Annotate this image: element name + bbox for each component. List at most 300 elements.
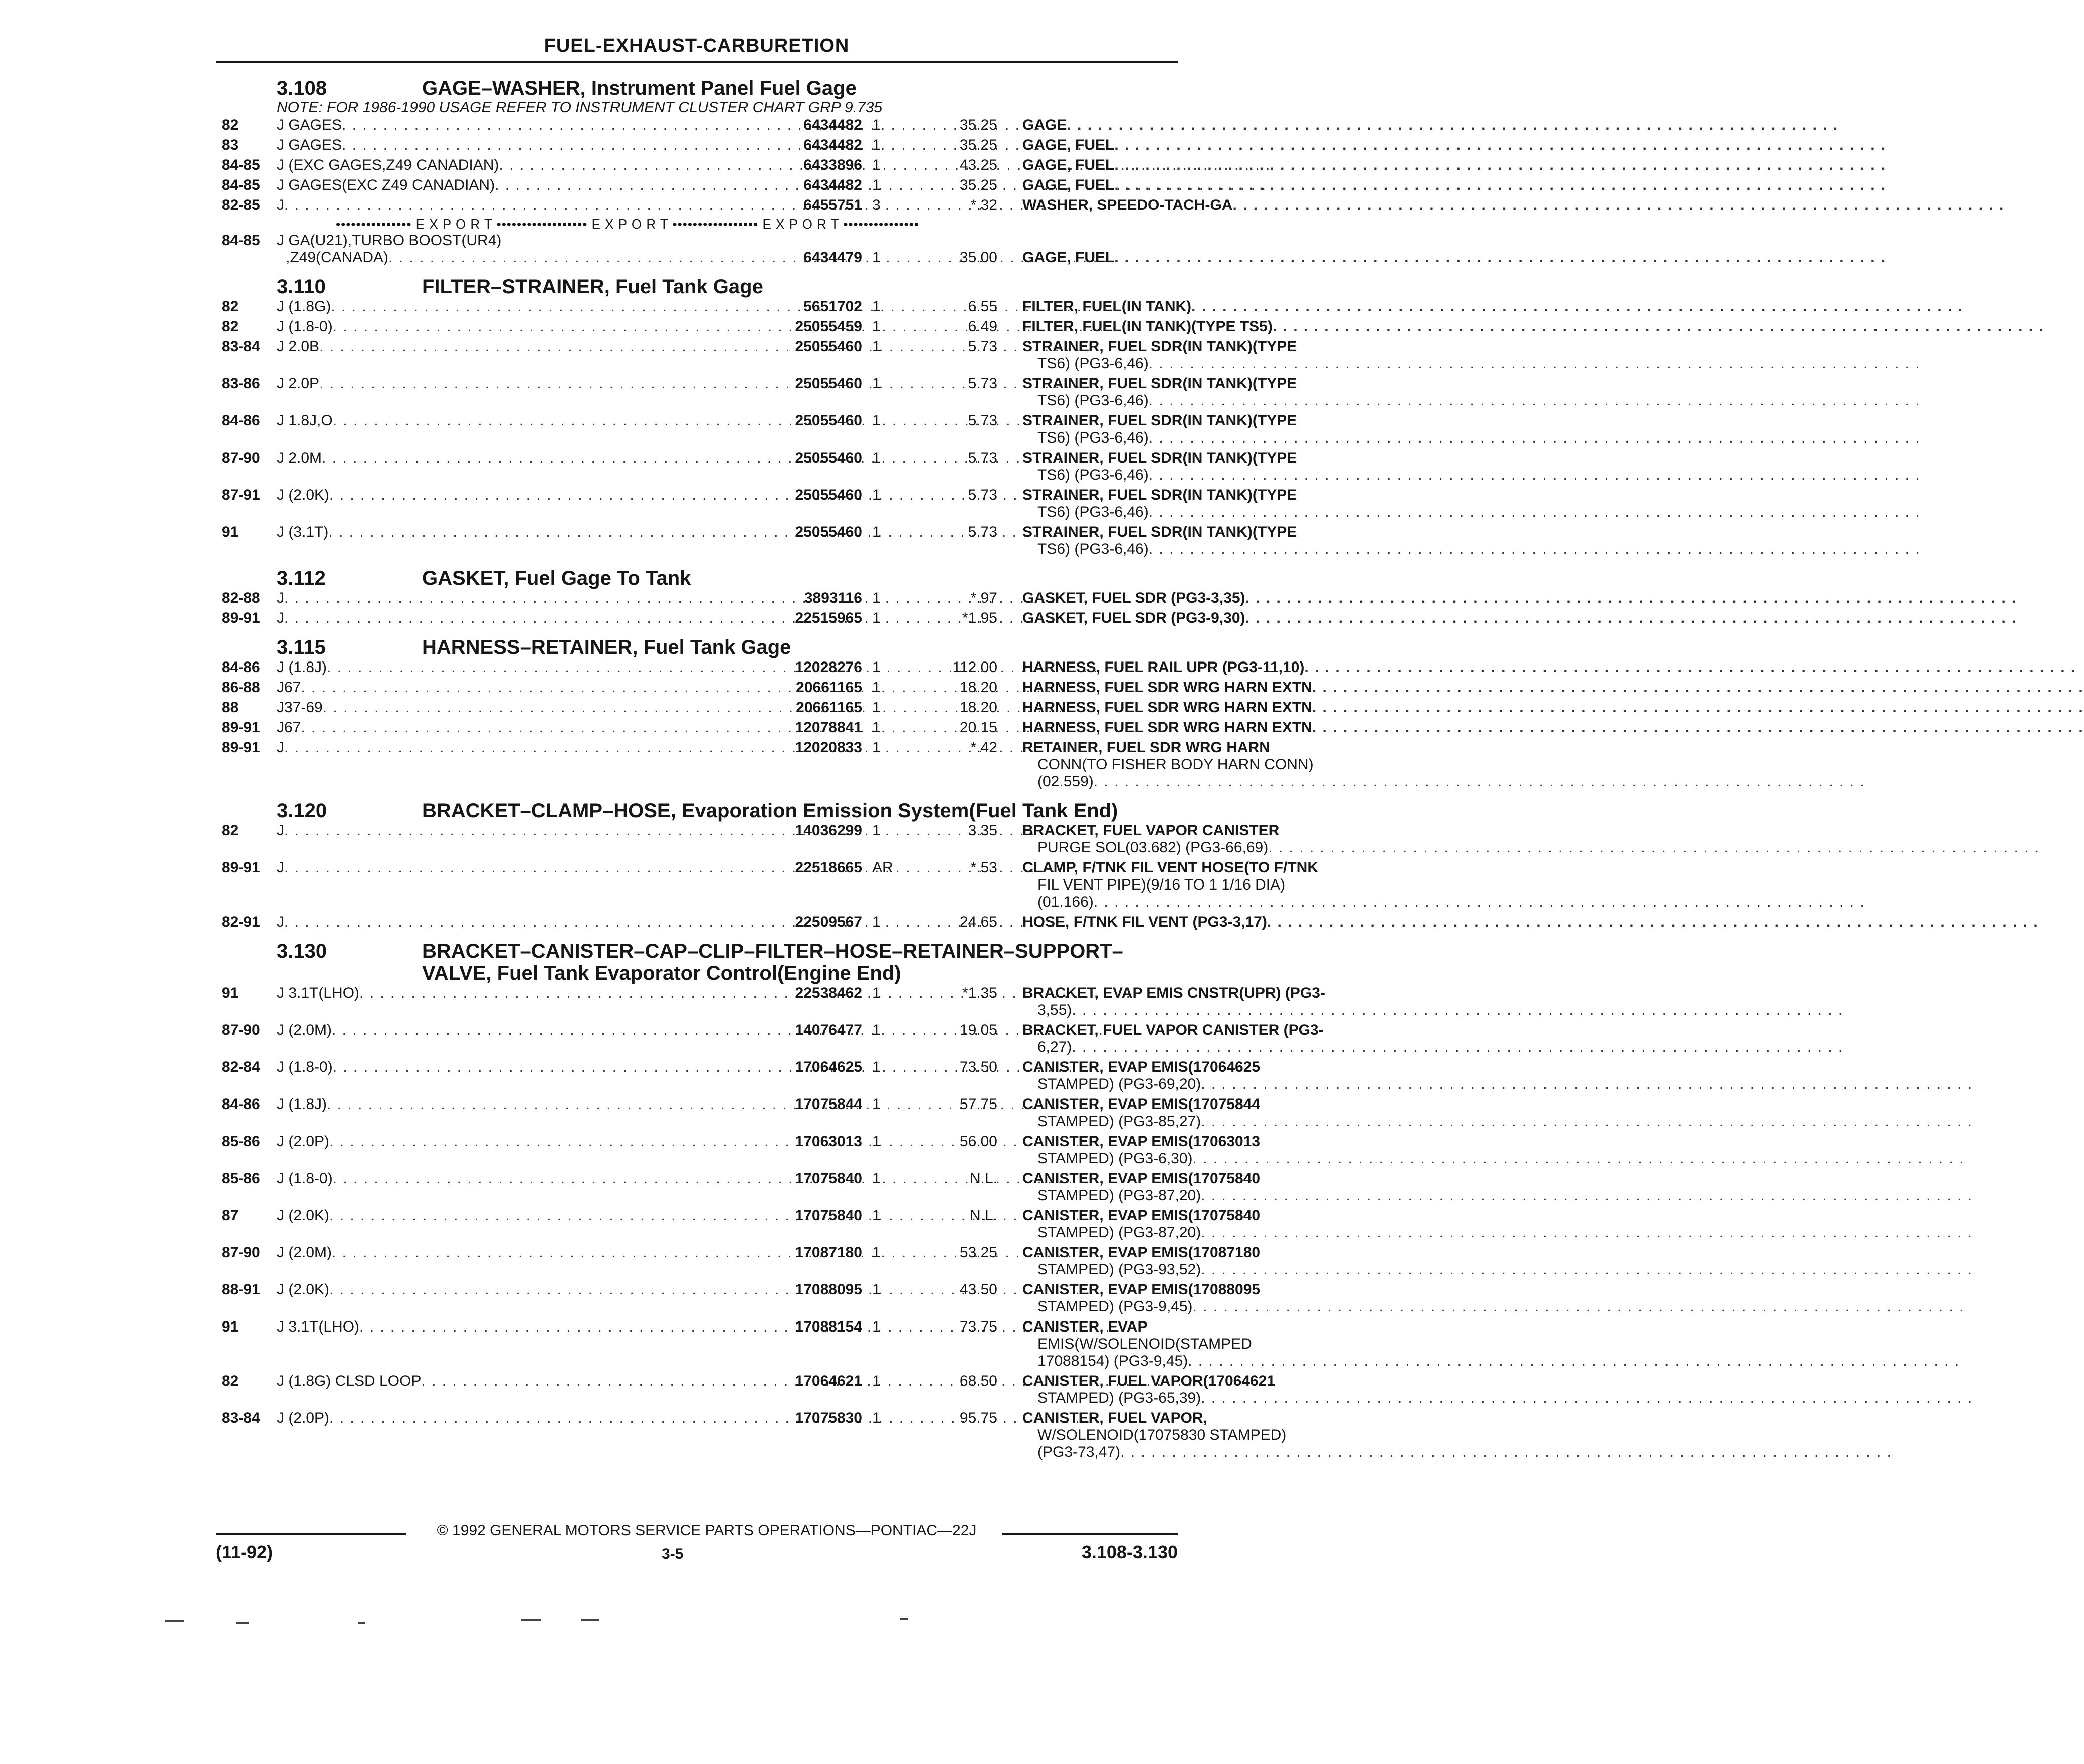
model-year: 87-90 <box>222 450 260 466</box>
application <box>277 1095 763 1114</box>
description-text: GAGE, FUEL <box>1022 157 1115 173</box>
description-continued <box>1037 893 1383 911</box>
dot-leader <box>1193 1150 1965 1168</box>
description-text: HARNESS, FUEL SDR WRG HARN EXTN <box>1022 719 1312 736</box>
description-text: W/SOLENOID(17075830 STAMPED) <box>1037 1427 1287 1443</box>
description-continued <box>1037 1261 1383 1279</box>
part-number: 6455751 <box>803 197 862 213</box>
description-text: STRAINER, FUEL SDR(IN TANK)(TYPE <box>1022 375 1297 392</box>
header-rule <box>216 61 1178 63</box>
quantity: 1 <box>872 412 881 429</box>
parts-row <box>216 658 1305 679</box>
part-number: 25055460 <box>795 450 862 466</box>
dot-leader <box>1273 318 2044 336</box>
price: 18.20 <box>959 699 997 716</box>
footer-date: (11-92) <box>216 1541 273 1562</box>
parts-row <box>216 984 1325 1021</box>
description-text: (02.559) <box>1037 773 1094 790</box>
price: *.97 <box>970 590 997 606</box>
part-number: 22538462 <box>795 985 862 1001</box>
model-year: 89-91 <box>222 610 260 626</box>
part-number: 25055460 <box>795 375 862 392</box>
description-text: STRAINER, FUEL SDR(IN TANK)(TYPE <box>1022 412 1297 429</box>
parts-row <box>216 1207 1261 1244</box>
part-number: 17088154 <box>795 1318 862 1335</box>
quantity: 1 <box>872 822 881 839</box>
description-text: CANISTER, FUEL VAPOR(17064621 <box>1022 1373 1276 1389</box>
description-text: 6,27) <box>1037 1039 1072 1055</box>
dot-leader <box>1149 429 1921 447</box>
section-title: GASKET, Fuel Gage To Tank <box>422 567 691 589</box>
description <box>1022 589 1383 607</box>
dot-leader <box>1114 249 1886 267</box>
parts-row <box>216 412 1297 449</box>
quantity: 1 <box>872 117 881 133</box>
application-text: J (2.0M) <box>277 1244 332 1261</box>
description <box>1022 1021 1383 1039</box>
section-heading <box>216 276 1178 298</box>
description <box>1022 375 1383 393</box>
application-text: J GAGES(EXC Z49 CANADIAN) <box>277 177 495 193</box>
description-text: TS6) (PG3-6,46) <box>1037 541 1149 557</box>
description-text: (PG3-73,47) <box>1037 1444 1121 1460</box>
description-continued <box>1037 503 1383 521</box>
description <box>1022 658 1383 677</box>
model-year: 91 <box>222 524 239 540</box>
price: 18.20 <box>959 679 997 696</box>
description-continued <box>1037 429 1383 447</box>
description-continued <box>1037 1113 1383 1131</box>
application <box>277 136 763 154</box>
price: 53.25 <box>959 1244 997 1261</box>
application-text: J (2.0K) <box>277 1207 330 1224</box>
quantity: 3 <box>872 197 881 213</box>
dot-leader <box>1114 176 1886 194</box>
price: 5.73 <box>968 487 997 503</box>
section-heading <box>216 940 1178 984</box>
quantity: 1 <box>872 699 881 716</box>
description-continued <box>1037 355 1383 373</box>
application-text: J 2.0P <box>277 375 320 392</box>
part-number: 17064625 <box>795 1059 862 1075</box>
quantity: 1 <box>872 679 881 696</box>
quantity: 1 <box>872 338 881 355</box>
price: 56.00 <box>959 1133 997 1150</box>
description-continued <box>1037 1001 1383 1019</box>
section-heading <box>216 567 1178 589</box>
description <box>1022 1095 1383 1114</box>
description-text: (01.166) <box>1037 894 1094 910</box>
description-text: CANISTER, EVAP <box>1022 1318 1148 1335</box>
dot-leader <box>1149 355 1921 373</box>
application <box>277 913 763 931</box>
price: N.L. <box>969 1207 997 1224</box>
application <box>277 1021 763 1039</box>
application <box>277 699 763 717</box>
description-continued <box>1037 1443 1383 1461</box>
description-text: STAMPED) (PG3-9,45) <box>1037 1298 1193 1315</box>
description <box>1022 249 1383 267</box>
dot-leader <box>1312 719 2084 737</box>
application-text: J (EXC GAGES,Z49 CANADIAN) <box>277 157 499 173</box>
part-number: 6433896 <box>803 157 862 173</box>
description-continued <box>1037 773 1383 791</box>
description-continued <box>1037 1038 1383 1056</box>
application <box>277 449 763 467</box>
quantity: 1 <box>872 524 881 540</box>
quantity: 1 <box>872 1096 881 1113</box>
dot-leader <box>359 1318 1131 1336</box>
model-year: 83-84 <box>222 338 260 355</box>
application-text: J 3.1T(LHO) <box>277 985 360 1001</box>
parts-row <box>216 232 1178 269</box>
part-number: 22518665 <box>795 859 862 876</box>
quantity: 1 <box>872 659 881 676</box>
description <box>1022 196 1383 214</box>
part-number: 22509567 <box>795 914 862 930</box>
parts-row <box>216 523 1297 560</box>
description-text: CANISTER, EVAP EMIS(17087180 <box>1022 1244 1261 1261</box>
description <box>1022 1058 1383 1076</box>
application <box>277 739 763 757</box>
dot-leader <box>1245 589 2017 607</box>
price: *1.35 <box>962 985 997 1001</box>
model-year: 84-85 <box>222 177 260 193</box>
application-text: J (2.0K) <box>277 487 330 503</box>
price: 19.05 <box>959 1022 997 1038</box>
parts-row <box>216 1095 1261 1133</box>
dot-leader <box>1193 1298 1965 1316</box>
dot-leader <box>1232 196 2004 214</box>
model-year: 86-88 <box>222 679 260 696</box>
quantity: 1 <box>872 1281 881 1298</box>
parts-row <box>216 1244 1261 1281</box>
application-text: J (3.1T) <box>277 524 329 540</box>
application-text: J (1.8-0) <box>277 1059 333 1075</box>
footer-rule-right <box>1002 1533 1178 1535</box>
quantity: AR <box>872 859 893 876</box>
section-title: FILTER–STRAINER, Fuel Tank Gage <box>422 276 763 298</box>
quantity: 1 <box>872 1022 881 1038</box>
price: 5.73 <box>968 338 997 355</box>
parts-row <box>216 1318 1252 1372</box>
application-text: J 2.0B <box>277 338 320 355</box>
quantity: 1 <box>872 1170 881 1187</box>
part-number: 12020833 <box>795 739 862 756</box>
description-continued <box>1037 1187 1383 1205</box>
dot-leader <box>1268 839 2040 857</box>
part-number: 17075840 <box>795 1207 862 1224</box>
description-text: STAMPED) (PG3-87,20) <box>1037 1187 1201 1204</box>
part-number: 17075830 <box>795 1410 862 1426</box>
application-text: J GAGES <box>277 137 342 153</box>
price: 6.55 <box>968 298 997 315</box>
price: 35.25 <box>959 177 997 193</box>
part-number: 14076477 <box>795 1022 862 1038</box>
description-text: TS6) (PG3-6,46) <box>1037 504 1149 520</box>
quantity: 1 <box>872 450 881 466</box>
description <box>1022 1318 1383 1336</box>
description-text: PURGE SOL(03.682) (PG3-66,69) <box>1037 839 1269 856</box>
description-text: FILTER, FUEL(IN TANK) <box>1022 298 1192 315</box>
dot-leader <box>1149 392 1921 410</box>
application <box>277 609 763 627</box>
dot-leader <box>1149 466 1921 484</box>
description-text: BRACKET, FUEL VAPOR CANISTER <box>1022 822 1280 839</box>
application <box>277 523 763 541</box>
parts-row <box>216 699 1312 719</box>
page-header-title: FUEL-EXHAUST-CARBURETION <box>544 35 850 56</box>
model-year: 88 <box>222 699 239 716</box>
description-text: STRAINER, FUEL SDR(IN TANK)(TYPE <box>1022 524 1297 540</box>
description <box>1022 523 1383 541</box>
application-text: ,Z49(CANADA) <box>286 249 389 266</box>
model-year: 91 <box>222 985 239 1001</box>
price: 20.15 <box>959 719 997 736</box>
scan-mark <box>165 1620 184 1622</box>
description-continued <box>1037 756 1383 774</box>
application <box>277 1409 763 1427</box>
parts-row <box>216 589 1245 609</box>
description <box>1022 136 1383 154</box>
parts-row <box>216 609 1245 629</box>
quantity: 1 <box>872 590 881 606</box>
price: 112.00 <box>952 659 997 676</box>
application-text: J 3.1T(LHO) <box>277 1318 360 1335</box>
part-number: 17063013 <box>795 1133 862 1150</box>
parts-row <box>216 1281 1261 1318</box>
application-text: J 1.8J,O <box>277 412 333 429</box>
model-year: 83-84 <box>222 1410 260 1426</box>
description-text: GAGE, FUEL <box>1022 137 1115 153</box>
description-text: GAGE, FUEL <box>1022 177 1115 193</box>
quantity: 1 <box>872 249 881 266</box>
parts-row <box>216 116 1178 136</box>
description <box>1022 719 1383 737</box>
price: 5.73 <box>968 524 997 540</box>
application <box>277 984 763 1002</box>
application-text: J 2.0M <box>277 450 322 466</box>
description-text: FIL VENT PIPE)(9/16 TO 1 1/16 DIA) <box>1037 876 1286 893</box>
application-text: J <box>277 197 284 213</box>
section-heading <box>216 800 1178 822</box>
price: 57.75 <box>959 1096 997 1113</box>
application-text: J (2.0K) <box>277 1281 330 1298</box>
parts-row <box>216 156 1178 176</box>
dot-leader <box>1201 1075 1973 1093</box>
dot-leader <box>1114 156 1886 174</box>
dot-leader <box>1067 116 1838 134</box>
description-text: HARNESS, FUEL SDR WRG HARN EXTN <box>1022 699 1312 716</box>
application-text: J67 <box>277 679 301 696</box>
description <box>1022 156 1383 174</box>
quantity: 1 <box>872 157 881 173</box>
application <box>277 822 763 840</box>
part-number: 12028276 <box>795 659 862 676</box>
parts-row <box>216 739 1314 793</box>
footer-copyright: © 1992 GENERAL MOTORS SERVICE PARTS OPERATIONS—PONTIAC—22J <box>437 1522 977 1539</box>
dot-leader <box>1201 1261 1973 1279</box>
application <box>277 232 763 250</box>
model-year: 85-86 <box>222 1133 260 1150</box>
model-year: 87 <box>222 1207 239 1224</box>
price: 24.65 <box>959 914 997 930</box>
parts-row <box>216 913 1267 933</box>
description-text: 17088154) (PG3-9,45) <box>1037 1353 1188 1369</box>
description <box>1022 1170 1383 1188</box>
parts-row <box>216 375 1297 412</box>
dot-leader <box>1201 1113 1973 1131</box>
dot-leader <box>342 116 1114 134</box>
model-year: 89-91 <box>222 719 260 736</box>
quantity: 1 <box>872 1318 881 1335</box>
scan-mark <box>521 1619 541 1621</box>
parts-row <box>216 679 1312 699</box>
parts-row <box>216 1058 1261 1095</box>
dot-leader <box>359 984 1131 1002</box>
section-number: 3.115 <box>277 636 326 658</box>
description-text: GASKET, FUEL SDR (PG3-9,30) <box>1022 610 1245 626</box>
model-year: 83-86 <box>222 375 260 392</box>
application-text: J <box>277 610 284 626</box>
application-text: J <box>277 914 284 930</box>
description-text: HARNESS, FUEL SDR WRG HARN EXTN <box>1022 679 1312 696</box>
model-year: 84-86 <box>222 659 260 676</box>
price: *.32 <box>970 197 997 213</box>
parts-row <box>216 1372 1276 1409</box>
application-text: J (1.8J) <box>277 1096 327 1113</box>
application <box>277 375 763 393</box>
part-number: 17075840 <box>795 1170 862 1187</box>
application <box>277 1281 763 1299</box>
application-text: J (1.8-0) <box>277 1170 333 1187</box>
application <box>277 658 763 677</box>
description <box>1022 699 1383 717</box>
parts-row <box>216 318 1273 338</box>
dot-leader <box>1188 1352 1960 1370</box>
section-number: 3.108 <box>277 77 327 99</box>
part-number: 20661165 <box>796 699 862 716</box>
price: 35.25 <box>959 137 997 153</box>
description <box>1022 822 1383 840</box>
model-year: 82-91 <box>222 914 260 930</box>
description-text: WASHER, SPEEDO-TACH-GA <box>1022 197 1233 213</box>
quantity: 1 <box>872 1133 881 1150</box>
description-text: STAMPED) (PG3-87,20) <box>1037 1224 1201 1241</box>
quantity: 1 <box>872 298 881 315</box>
description-text: CANISTER, EVAP EMIS(17075844 <box>1022 1096 1261 1113</box>
description <box>1022 298 1383 316</box>
application <box>277 486 763 504</box>
part-number: 5651702 <box>803 298 862 315</box>
description-text: STAMPED) (PG3-85,27) <box>1037 1113 1201 1130</box>
application-text: J <box>277 739 284 756</box>
section-note: NOTE: FOR 1986-1990 USAGE REFER TO INSTRUMENT CLUSTER CHART GRP 9.735 <box>277 99 883 116</box>
application <box>277 1244 763 1262</box>
model-year: 85-86 <box>222 1170 260 1187</box>
model-year: 87-90 <box>222 1244 260 1261</box>
application <box>277 719 763 737</box>
model-year: 87-91 <box>222 487 260 503</box>
part-number: 25055459 <box>795 318 862 335</box>
part-number: 25055460 <box>795 524 862 540</box>
model-year: 84-86 <box>222 1096 260 1113</box>
parts-row <box>216 449 1297 486</box>
dot-leader <box>1094 773 1865 791</box>
description-text: CANISTER, EVAP EMIS(17064625 <box>1022 1059 1261 1075</box>
application <box>277 338 763 356</box>
description-text: GASKET, FUEL SDR (PG3-3,35) <box>1022 590 1245 606</box>
description-text: STRAINER, FUEL SDR(IN TANK)(TYPE <box>1022 487 1297 503</box>
application <box>277 1170 763 1188</box>
quantity: 1 <box>872 719 881 736</box>
description-continued <box>1037 1335 1383 1353</box>
application <box>277 1372 763 1390</box>
description-continued <box>1037 1150 1383 1168</box>
dot-leader <box>1201 1187 1973 1205</box>
section-number: 3.110 <box>277 276 326 298</box>
part-number: 17064621 <box>795 1373 862 1389</box>
section-heading <box>216 636 1178 658</box>
description <box>1022 449 1383 467</box>
description <box>1022 859 1383 877</box>
price: 73.50 <box>959 1059 997 1075</box>
description-text: 3,55) <box>1037 1002 1072 1018</box>
model-year: 82 <box>222 1373 239 1389</box>
part-number: 25055460 <box>795 412 862 429</box>
description-continued <box>1037 1389 1383 1407</box>
parts-row <box>216 1021 1324 1058</box>
description-continued <box>1037 392 1383 410</box>
price: 68.50 <box>959 1373 997 1389</box>
price: 6.49 <box>968 318 997 335</box>
description-text: STRAINER, FUEL SDR(IN TANK)(TYPE <box>1022 450 1297 466</box>
quantity: 1 <box>872 318 881 335</box>
model-year: 82-85 <box>222 197 260 213</box>
description-text: CANISTER, EVAP EMIS(17063013 <box>1022 1133 1261 1150</box>
section-heading <box>216 77 1178 99</box>
application <box>277 589 763 607</box>
description-text: EMIS(W/SOLENOID(STAMPED <box>1037 1336 1252 1352</box>
description <box>1022 739 1383 757</box>
application <box>277 1133 763 1151</box>
model-year: 84-85 <box>222 157 260 173</box>
description-text: BRACKET, EVAP EMIS CNSTR(UPR) (PG3- <box>1022 985 1325 1001</box>
section-title: GAGE–WASHER, Instrument Panel Fuel Gage <box>422 77 857 99</box>
dot-leader <box>1072 1038 1843 1056</box>
section-title: BRACKET–CLAMP–HOSE, Evaporation Emission System(Fuel Tank End) <box>422 800 1118 822</box>
parts-row <box>216 196 1233 216</box>
price: 5.73 <box>968 450 997 466</box>
dot-leader <box>1114 136 1886 154</box>
application <box>277 1318 763 1336</box>
application-text: J (1.8G) <box>277 298 331 315</box>
price: 43.50 <box>959 1281 997 1298</box>
description-continued <box>1037 1224 1383 1242</box>
description-continued <box>1037 839 1383 857</box>
scan-mark <box>581 1619 599 1621</box>
parts-row <box>216 1409 1287 1463</box>
parts-row <box>216 298 1192 318</box>
price: 35.00 <box>959 249 997 266</box>
description <box>1022 486 1383 504</box>
description <box>1022 1372 1383 1390</box>
model-year: 89-91 <box>222 859 260 876</box>
description <box>1022 412 1383 430</box>
dot-leader <box>1094 893 1865 911</box>
dot-leader <box>1149 540 1921 558</box>
price: 35.25 <box>959 117 997 133</box>
